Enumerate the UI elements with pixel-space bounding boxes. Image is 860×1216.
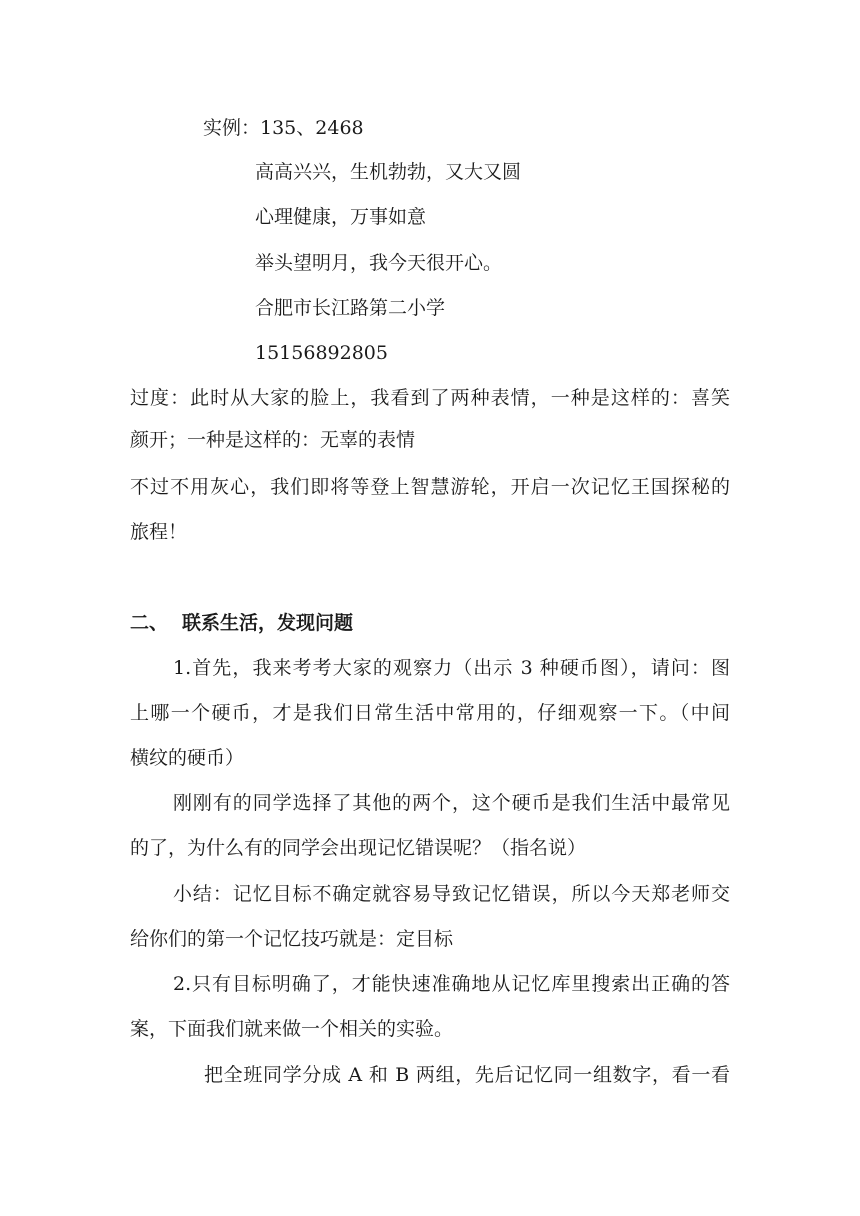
transition-line: 颜开；一种是这样的：无辜的表情 <box>130 429 416 451</box>
section-heading <box>130 609 353 637</box>
section-number: 二、 <box>130 612 169 634</box>
encourage-line: 不过不用灰心，我们即将等登上智慧游轮，开启一次记忆王国探秘的 <box>130 476 730 498</box>
paragraph-line: 横纹的硬币） <box>130 747 245 769</box>
example-item: 心理健康，万事如意 <box>255 206 427 228</box>
example-item: 15156892805 <box>255 342 388 364</box>
paragraph-line: 刚刚有的同学选择了其他的两个，这个硬币是我们生活中最常见 <box>173 792 730 814</box>
paragraph-line: 把全班同学分成 A 和 B 两组，先后记忆同一组数字，看一看 <box>204 1064 730 1086</box>
paragraph-line: 案，下面我们就来做一个相关的实验。 <box>130 1018 454 1040</box>
paragraph-line: 的了，为什么有的同学会出现记忆错误呢？（指名说） <box>130 837 587 859</box>
paragraph-line: 给你们的第一个记忆技巧就是：定目标 <box>130 928 454 950</box>
paragraph-line: 2.只有目标明确了，才能快速准确地从记忆库里搜索出正确的答 <box>173 973 730 995</box>
paragraph-line: 1.首先，我来考考大家的观察力（出示 3 种硬币图），请问：图 <box>173 657 730 679</box>
example-item: 高高兴兴，生机勃勃，又大又圆 <box>255 161 522 183</box>
example-item: 举头望明月，我今天很开心。 <box>255 252 503 274</box>
example-item: 合肥市长江路第二小学 <box>255 297 446 319</box>
example-heading: 实例：135、2468 <box>203 117 364 139</box>
transition-line: 过度：此时从大家的脸上，我看到了两种表情，一种是这样的：喜笑 <box>130 387 730 409</box>
section-title: 联系生活，发现问题 <box>182 612 354 634</box>
encourage-line: 旅程！ <box>130 521 188 543</box>
paragraph-line: 小结：记忆目标不确定就容易导致记忆错误，所以今天郑老师交 <box>173 883 730 905</box>
paragraph-line: 上哪一个硬币，才是我们日常生活中常用的，仔细观察一下。（中间 <box>130 702 730 724</box>
